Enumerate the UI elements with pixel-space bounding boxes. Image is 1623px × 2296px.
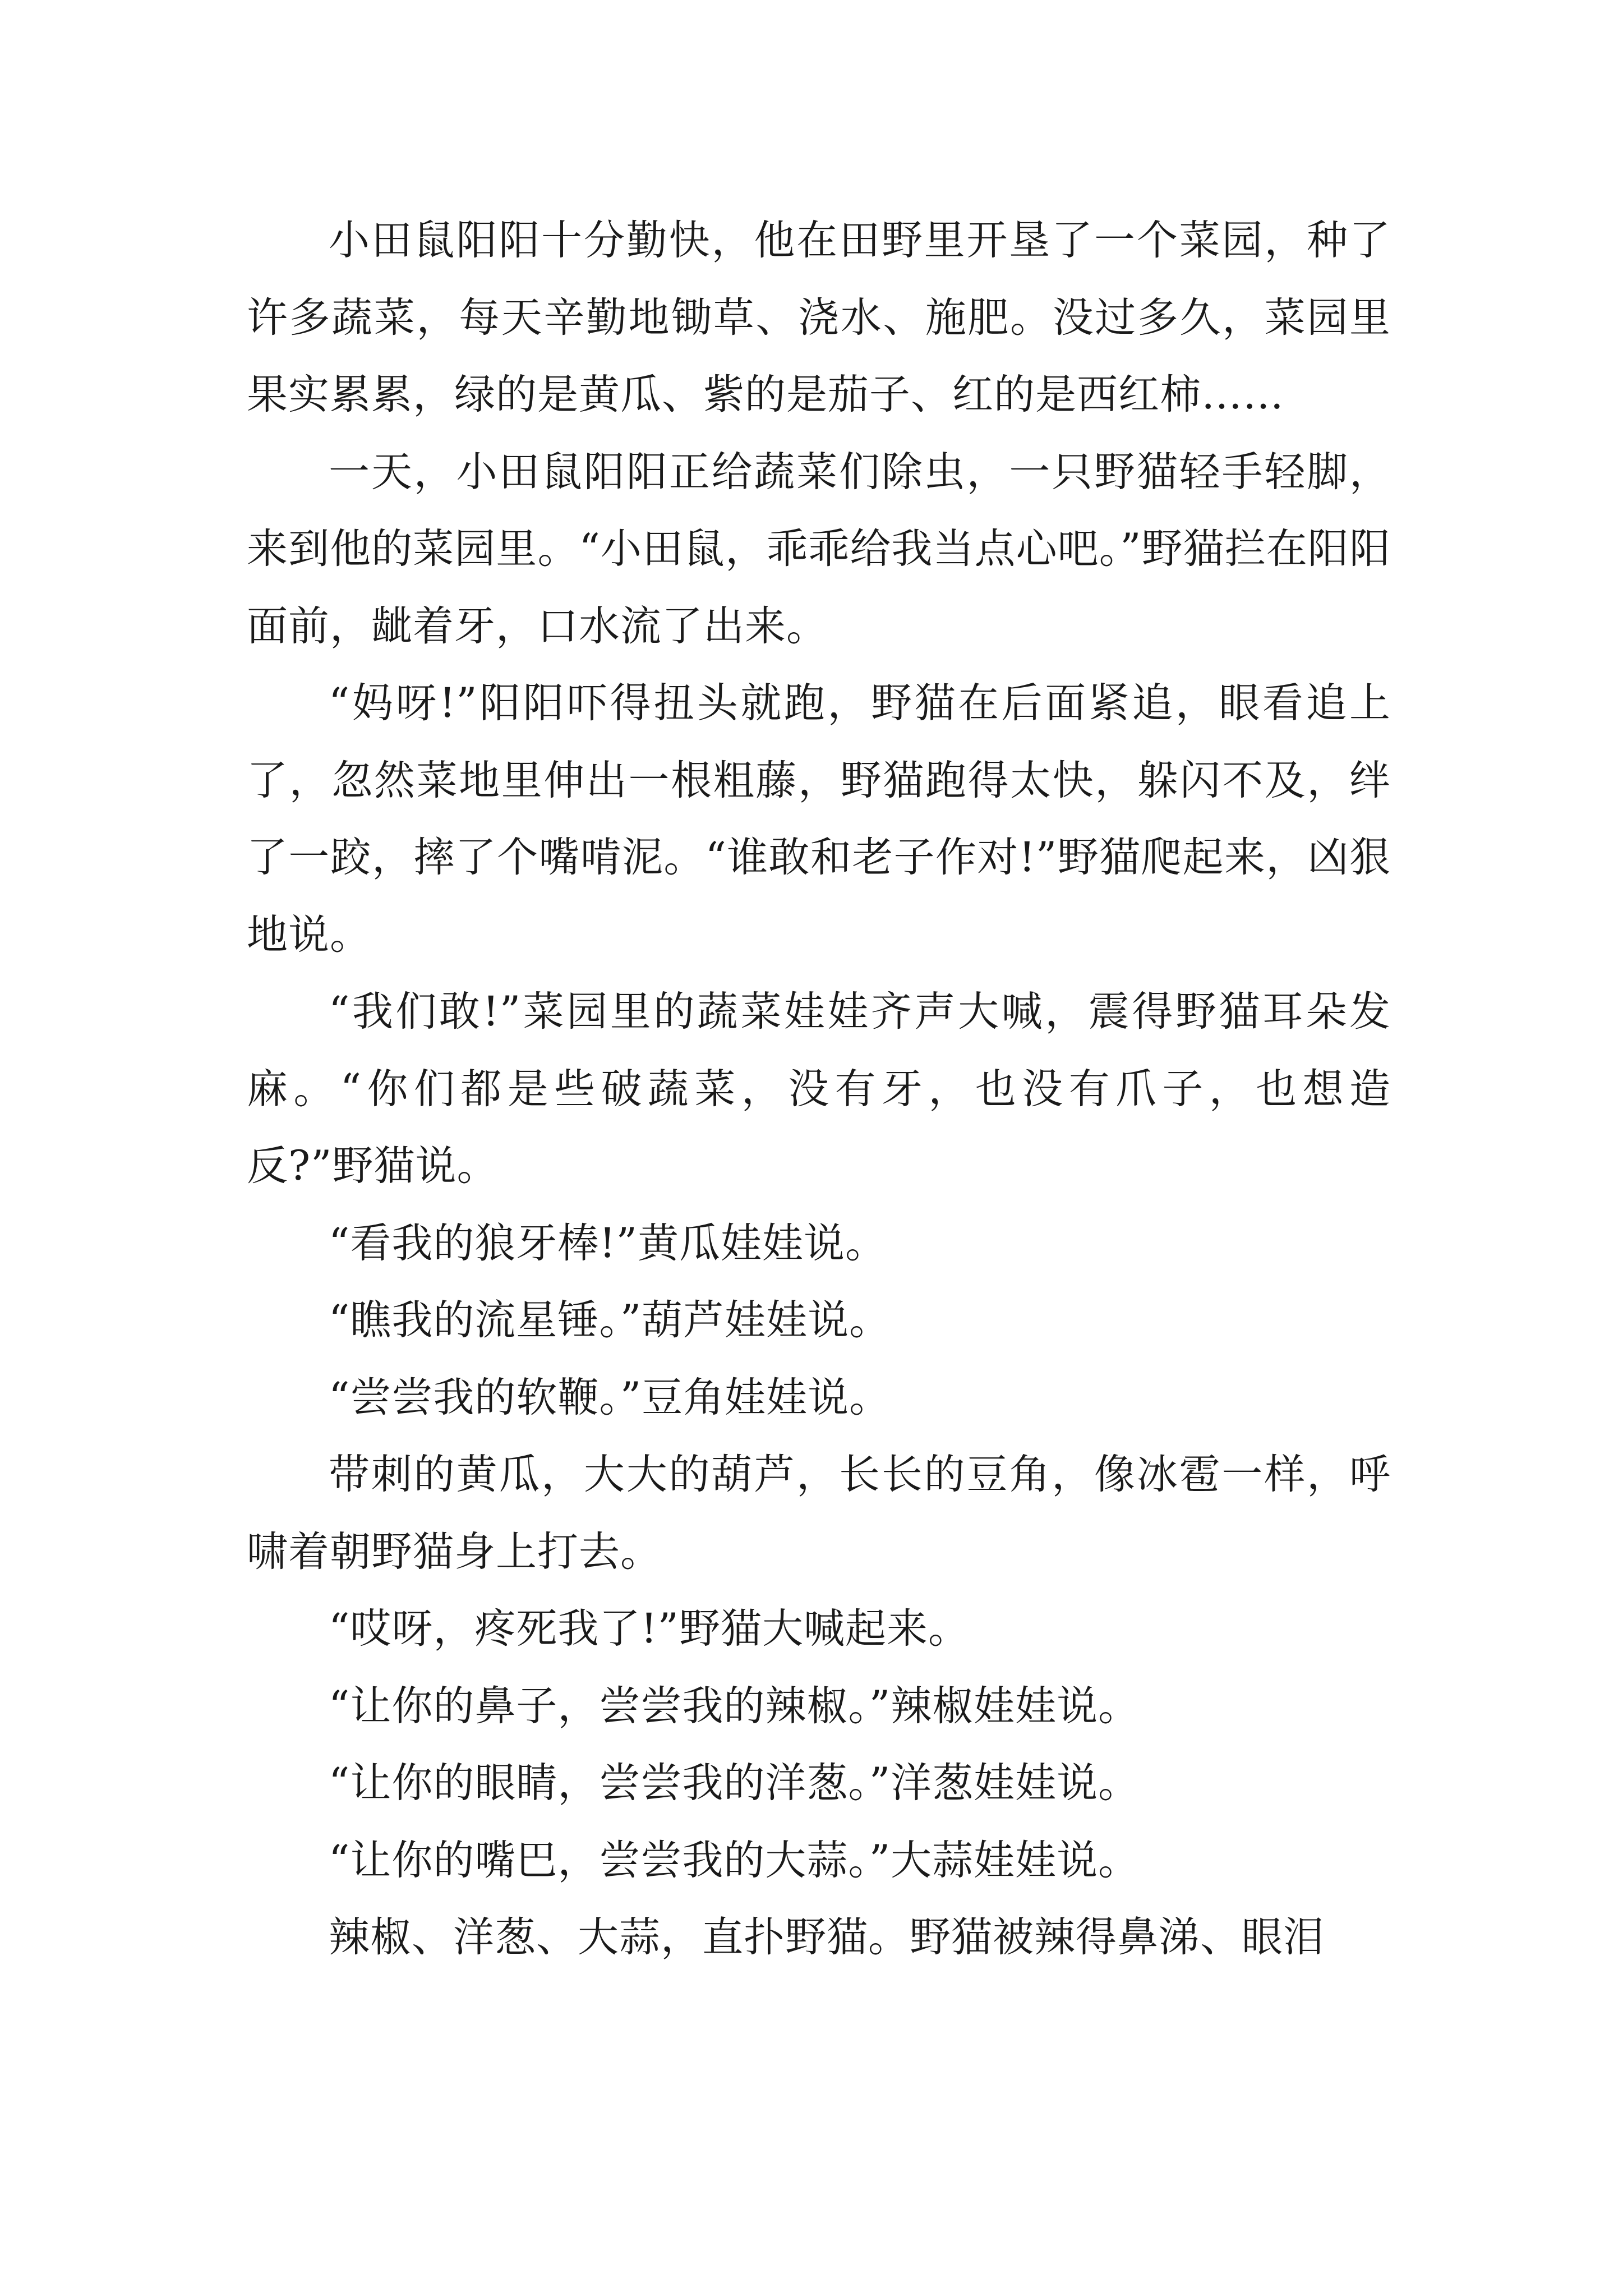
paragraph: “我们敢!”菜园里的蔬菜娃娃齐声大喊，震得野猫耳朵发麻。“你们都是些破蔬菜，没有牙，也没有爪子，也想造反?”野猫说。 [247, 988, 1391, 1190]
paragraph: 一天，小田鼠阳阳正给蔬菜们除虫，一只野猫轻手轻脚，来到他的菜园里。“小田鼠，乖乖给我当点心吧。”野猫拦在阳阳面前，龇着牙，口水流了出来。 [247, 448, 1391, 650]
story-text-block [247, 202, 1391, 1976]
paragraph: “让你的鼻子，尝尝我的辣椒。”辣椒娃娃说。 [329, 1682, 1140, 1730]
paragraph: 带刺的黄瓜，大大的葫芦，长长的豆角，像冰雹一样，呼啸着朝野猫身上打去。 [247, 1451, 1391, 1576]
paragraph: 小田鼠阳阳十分勤快，他在田野里开垦了一个菜园，种了许多蔬菜，每天辛勤地锄草、浇水、施肥。没过多久，菜园里果实累累，绿的是黄瓜、紫的是茄子、红的是西红柿…… [247, 217, 1391, 418]
paragraph: “让你的嘴巴，尝尝我的大蒜。”大蒜娃娃说。 [329, 1836, 1140, 1884]
paragraph: “瞧我的流星锤。”葫芦娃娃说。 [329, 1296, 891, 1344]
paragraph: “尝尝我的软鞭。”豆角娃娃说。 [329, 1373, 891, 1421]
paragraph: “哎呀，疼死我了!”野猫大喊起来。 [329, 1605, 970, 1653]
paragraph: 辣椒、洋葱、大蒜，直扑野猫。野猫被辣得鼻涕、眼泪 [329, 1913, 1325, 1961]
paragraph: “看我的狼牙棒!”黄瓜娃娃说。 [329, 1219, 887, 1267]
paragraph: “妈呀!”阳阳吓得扭头就跑，野猫在后面紧追，眼看追上了，忽然菜地里伸出一根粗藤，野猫跑得太快，躲闪不及，绊了一跤，摔了个嘴啃泥。“谁敢和老子作对!”野猫爬起来，凶狠地说。 [247, 679, 1391, 959]
paragraph: “让你的眼睛，尝尝我的洋葱。”洋葱娃娃说。 [329, 1759, 1140, 1807]
